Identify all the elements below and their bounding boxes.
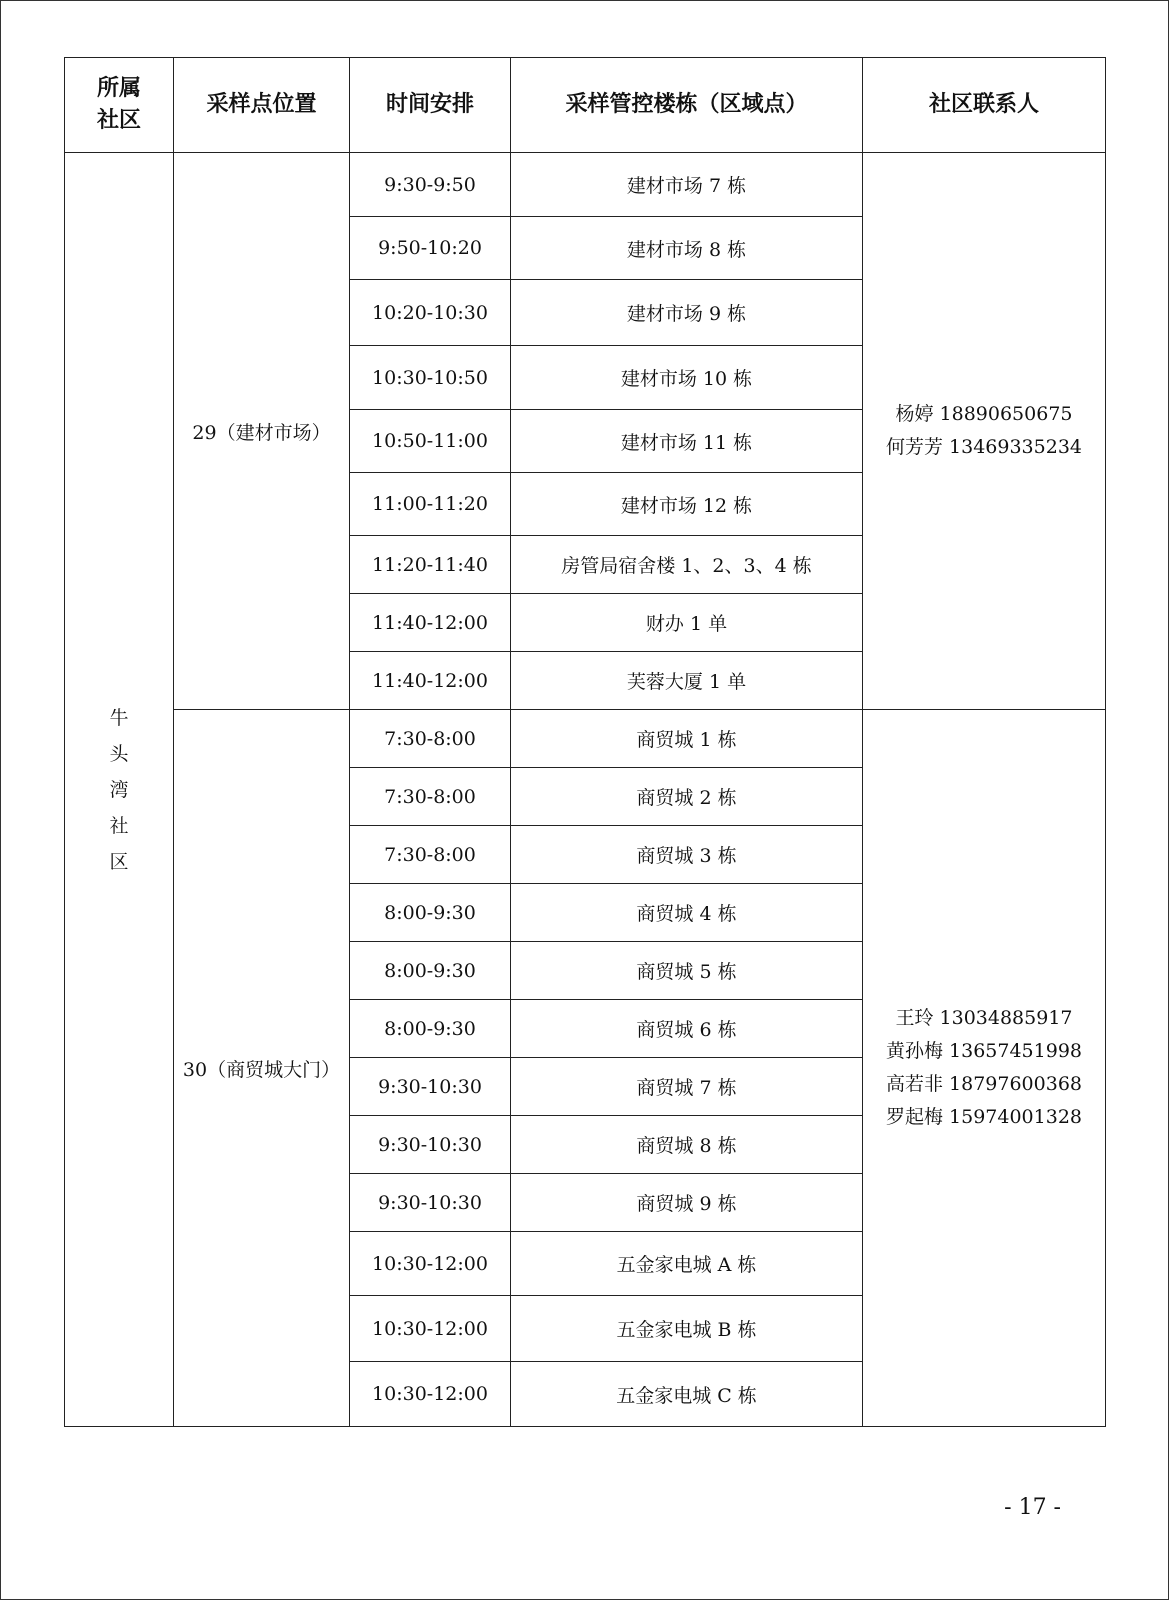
sampling-site: 30（商贸城大门） <box>174 710 350 1427</box>
contact-person: 何芳芳 13469335234 <box>885 436 1082 458</box>
contact-person: 杨婷 18890650675 <box>895 403 1073 425</box>
time-slot: 9:30-10:30 <box>350 1174 511 1232</box>
community-cell <box>65 153 174 1427</box>
building-area: 五金家电城 C 栋 <box>511 1362 863 1427</box>
time-slot: 8:00-9:30 <box>350 942 511 1000</box>
building-area: 财办 1 单 <box>511 594 863 652</box>
table-row <box>65 710 1106 768</box>
time-slot: 9:30-10:30 <box>350 1058 511 1116</box>
building-area: 商贸城 4 栋 <box>511 884 863 942</box>
time-slot: 11:00-11:20 <box>350 473 511 536</box>
time-slot: 11:20-11:40 <box>350 536 511 594</box>
header-community: 所属 社区 <box>65 58 174 153</box>
time-slot: 7:30-8:00 <box>350 768 511 826</box>
building-area: 建材市场 9 栋 <box>511 280 863 346</box>
header-time: 时间安排 <box>350 58 511 153</box>
header-buildings: 采样管控楼栋（区域点） <box>511 58 863 153</box>
contact-person: 罗起梅 15974001328 <box>885 1106 1082 1128</box>
header-site: 采样点位置 <box>174 58 350 153</box>
time-slot: 10:30-12:00 <box>350 1362 511 1427</box>
time-slot: 10:50-11:00 <box>350 410 511 473</box>
building-area: 商贸城 2 栋 <box>511 768 863 826</box>
time-slot: 7:30-8:00 <box>350 826 511 884</box>
time-slot: 10:20-10:30 <box>350 280 511 346</box>
building-area: 商贸城 9 栋 <box>511 1174 863 1232</box>
building-area: 商贸城 8 栋 <box>511 1116 863 1174</box>
table-header-row <box>65 58 1106 153</box>
building-area: 建材市场 11 栋 <box>511 410 863 473</box>
contact-person: 高若非 18797600368 <box>885 1073 1082 1095</box>
time-slot: 11:40-12:00 <box>350 652 511 710</box>
time-slot: 9:30-10:30 <box>350 1116 511 1174</box>
sampling-site: 29（建材市场） <box>174 153 350 710</box>
time-slot: 10:30-12:00 <box>350 1232 511 1296</box>
building-area: 商贸城 3 栋 <box>511 826 863 884</box>
building-area: 商贸城 5 栋 <box>511 942 863 1000</box>
time-slot: 10:30-12:00 <box>350 1296 511 1362</box>
building-area: 商贸城 7 栋 <box>511 1058 863 1116</box>
time-slot: 9:30-9:50 <box>350 153 511 217</box>
building-area: 芙蓉大厦 1 单 <box>511 652 863 710</box>
building-area: 五金家电城 B 栋 <box>511 1296 863 1362</box>
header-contact: 社区联系人 <box>863 58 1106 153</box>
time-slot: 8:00-9:30 <box>350 1000 511 1058</box>
building-area: 商贸城 6 栋 <box>511 1000 863 1058</box>
table-body <box>65 153 1106 1427</box>
building-area: 五金家电城 A 栋 <box>511 1232 863 1296</box>
table-row <box>65 153 1106 217</box>
community-name: 牛头湾社区 <box>109 706 129 873</box>
building-area: 建材市场 12 栋 <box>511 473 863 536</box>
time-slot: 11:40-12:00 <box>350 594 511 652</box>
contact-person: 黄孙梅 13657451998 <box>885 1040 1082 1062</box>
building-area: 商贸城 1 栋 <box>511 710 863 768</box>
building-area: 房管局宿舍楼 1、2、3、4 栋 <box>511 536 863 594</box>
sampling-schedule-table <box>64 57 1106 1427</box>
time-slot: 9:50-10:20 <box>350 217 511 280</box>
community-contacts <box>863 710 1106 1427</box>
building-area: 建材市场 8 栋 <box>511 217 863 280</box>
time-slot: 10:30-10:50 <box>350 346 511 410</box>
building-area: 建材市场 10 栋 <box>511 346 863 410</box>
contact-person: 王玲 13034885917 <box>895 1007 1073 1029</box>
time-slot: 7:30-8:00 <box>350 710 511 768</box>
community-contacts <box>863 153 1106 710</box>
building-area: 建材市场 7 栋 <box>511 153 863 217</box>
page-number: - 17 - <box>1004 1495 1061 1520</box>
time-slot: 8:00-9:30 <box>350 884 511 942</box>
